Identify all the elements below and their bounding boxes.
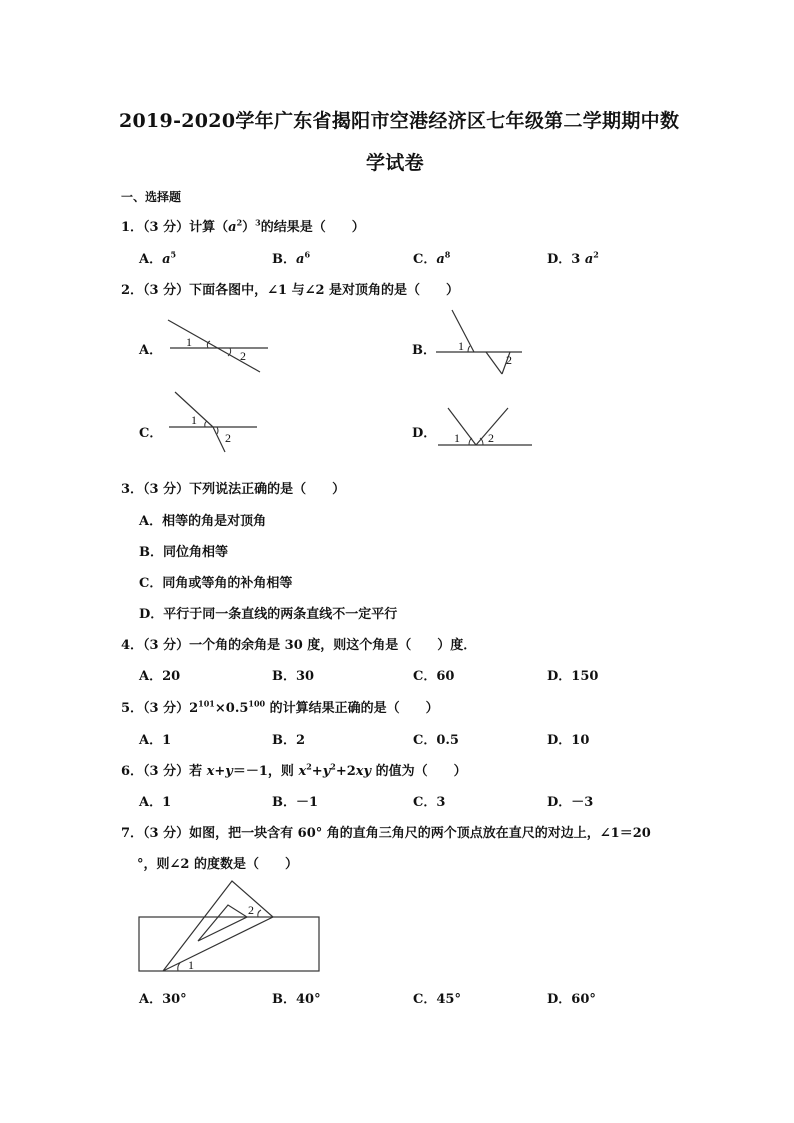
question-3: 3．（3 分）下列说法正确的是（ ）	[121, 482, 346, 497]
question-7-line1: 7．（3 分）如图，把一块含有 60° 角的直角三角尺的两个顶点放在直尺的对边上，∠1＝20	[121, 826, 651, 841]
q6-x: x	[298, 764, 307, 779]
option-base: a	[296, 252, 305, 267]
angle-label-2: 2	[225, 431, 231, 445]
q4-option-b[interactable]: B．30	[272, 669, 315, 684]
q6-x-exp: 2	[306, 761, 312, 772]
q5-option-b[interactable]: B．2	[272, 733, 306, 748]
q3-option-d[interactable]: D．平行于同一条直线的两条直线不一定平行	[139, 607, 398, 622]
option-base: a	[162, 252, 171, 267]
q7-figure	[130, 875, 330, 985]
option-exp: 5	[170, 249, 177, 260]
option-base: a	[436, 252, 445, 267]
question-4: 4．（3 分）一个角的余角是 30 度，则这个角是（ ）度．	[121, 638, 477, 653]
question-2: 2．（3 分）下面各图中，∠1 与∠2 是对顶角的是（ ）	[121, 283, 460, 298]
q5-suffix: 的计算结果正确的是（ ）	[265, 701, 439, 716]
q6-option-d[interactable]: D．－3	[547, 795, 594, 810]
q2-figure-a	[150, 310, 280, 380]
q5-exp1: 101	[198, 698, 215, 709]
q4-option-c[interactable]: C．60	[413, 669, 455, 684]
option-exp: 6	[304, 249, 311, 260]
q3-option-b[interactable]: B．同位角相等	[139, 545, 228, 560]
q6-option-b[interactable]: B．－1	[272, 795, 319, 810]
option-label: B．	[272, 252, 296, 267]
q5-option-c[interactable]: C．0.5	[413, 733, 459, 748]
question-5	[121, 697, 439, 716]
angle-label-1: 1	[191, 413, 197, 427]
page-title-line2: 学试卷	[366, 152, 424, 174]
angle-label-2: 2	[506, 353, 512, 367]
q1-suffix: 的结果是（ ）	[260, 220, 365, 235]
q6-option-c[interactable]: C．3	[413, 795, 446, 810]
q5-mid: ×0.5	[214, 701, 249, 716]
question-1	[121, 216, 365, 235]
q6-suffix: 的值为（ ）	[371, 764, 467, 779]
option-base: a	[584, 252, 594, 267]
q2-option-c[interactable]: C．	[139, 426, 163, 441]
q2-figure-b	[430, 306, 540, 386]
q5-exp2: 100	[248, 698, 266, 709]
q1-option-a[interactable]	[139, 248, 176, 267]
q6-y-exp: 2	[330, 761, 336, 772]
q1-prefix: 1．（3 分）计算（	[121, 220, 229, 235]
option-label: A．	[139, 252, 163, 267]
q1-option-b[interactable]	[272, 248, 310, 267]
section-heading: 一、选择题	[121, 190, 182, 204]
q7-option-d[interactable]: D．60°	[547, 992, 596, 1007]
angle-label-2: 2	[248, 903, 254, 917]
q5-option-d[interactable]: D．10	[547, 733, 590, 748]
angle-label-1: 1	[458, 339, 464, 353]
angle-arc-1	[468, 346, 470, 352]
angle-arc-2	[217, 427, 218, 434]
option-label: C．	[413, 252, 437, 267]
q6-plus1: +	[311, 764, 323, 779]
q6-option-a[interactable]: A．1	[139, 795, 172, 810]
q6-prefix: 6．（3 分）若	[121, 764, 207, 779]
q6-y: y	[322, 764, 331, 779]
page-title-line1: 2019-2020学年广东省揭阳市空港经济区七年级第二学期期中数	[119, 110, 680, 132]
q7-option-a[interactable]: A．30°	[139, 992, 187, 1007]
angle-label-1: 1	[454, 431, 460, 445]
option-exp: 2	[593, 249, 599, 260]
q5-prefix: 5．（3 分）2	[121, 701, 199, 716]
q1-option-d[interactable]	[547, 248, 599, 267]
triangle-inner	[198, 905, 247, 941]
transversal-line	[168, 320, 260, 372]
ray-line-3	[486, 352, 502, 374]
q6-xy: xy	[355, 764, 372, 779]
triangle-outer	[163, 881, 273, 971]
q1-base: a	[228, 220, 237, 235]
ray-line-2	[213, 427, 225, 452]
q1-exp-outer: 3	[255, 217, 261, 228]
q3-option-a[interactable]: A．相等的角是对顶角	[139, 514, 267, 529]
q1-mid: ）	[242, 220, 256, 235]
angle-label-1: 1	[186, 335, 192, 349]
option-exp: 8	[444, 249, 451, 260]
q2-figure-c	[165, 390, 275, 460]
q1-option-c[interactable]	[413, 248, 450, 267]
q7-option-b[interactable]: B．40°	[272, 992, 321, 1007]
angle-arc-2	[258, 910, 261, 917]
q5-option-a[interactable]: A．1	[139, 733, 172, 748]
q2-option-b[interactable]: B．	[412, 343, 436, 358]
q4-option-d[interactable]: D．150	[547, 669, 599, 684]
question-6	[121, 760, 467, 779]
q2-figure-d	[436, 402, 546, 452]
q4-option-a[interactable]: A．20	[139, 669, 181, 684]
q2-option-d[interactable]: D．	[412, 426, 437, 441]
question-7-line2: °，则∠2 的度数是（ ）	[137, 857, 298, 872]
ruler-rectangle	[139, 917, 319, 971]
angle-label-2: 2	[488, 431, 494, 445]
angle-label-1: 1	[188, 958, 194, 972]
q6-cond: x+y	[206, 764, 233, 779]
q3-option-c[interactable]: C．同角或等角的补角相等	[139, 576, 293, 591]
q1-exp-inner: 2	[236, 217, 243, 228]
q7-option-c[interactable]: C．45°	[413, 992, 461, 1007]
q2-option-a[interactable]: A．	[139, 343, 163, 358]
q6-cond-post: ＝－1，则	[232, 764, 299, 779]
angle-label-2: 2	[240, 349, 246, 363]
ray-line-1	[448, 408, 476, 445]
q6-plus2: +2	[335, 764, 356, 779]
option-label: D．3	[547, 252, 585, 267]
